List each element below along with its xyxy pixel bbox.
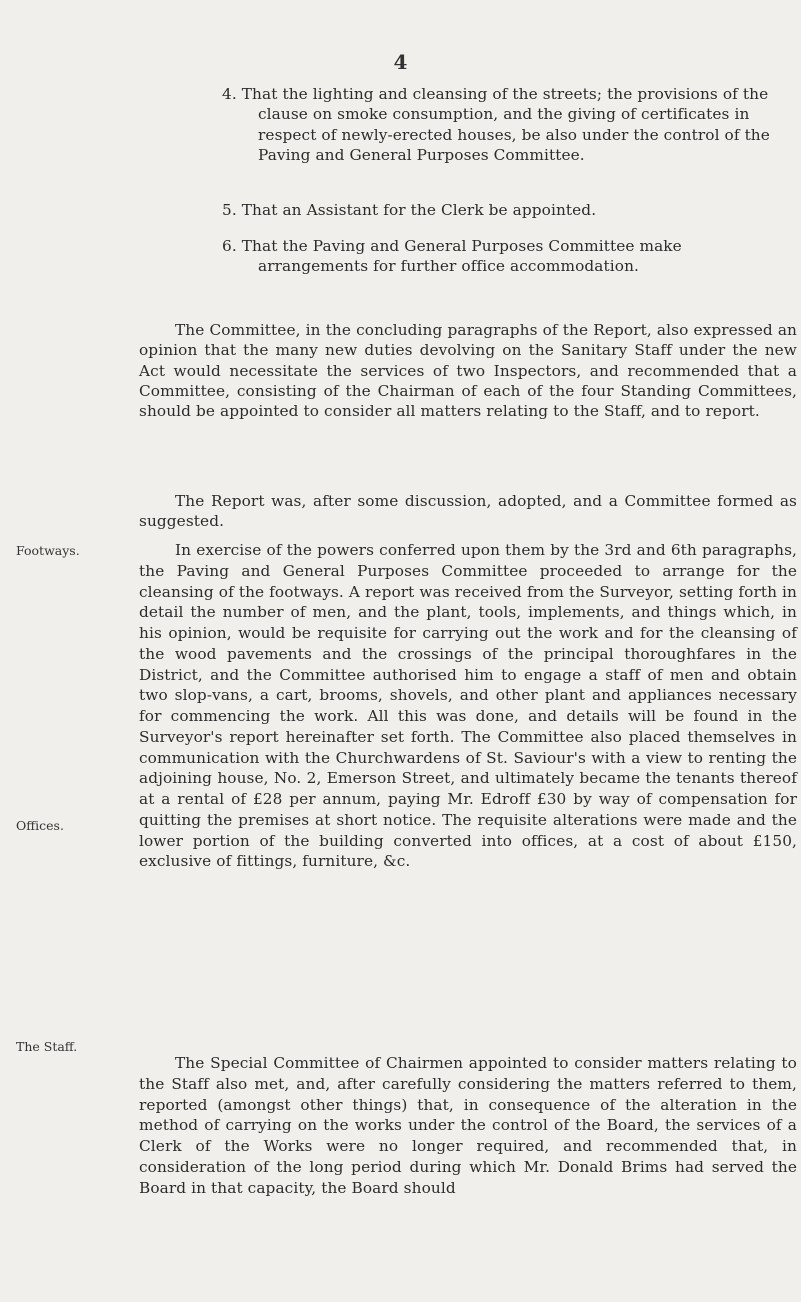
margin-note-footways: Footways.	[16, 543, 80, 558]
paragraph-staff: The Special Committee of Chairmen appointed to consider matters relating to the Staff also met, and, after carefully considering the matters referred to them, reported (amongst other things) that, in consequence of the alteration in the method of carrying on the works under the control of the Board, the services of a Clerk of the Works were no longer required, and recommended that, in consideration of the long period during which Mr. Donald Brims had served the Board in that capacity, the Board should	[139, 1054, 797, 1197]
paragraph-report-adopted: The Report was, after some discussion, adopted, and a Committee formed as suggested.	[139, 492, 797, 531]
page-number: 4	[393, 50, 408, 74]
list-item-6: 6. That the Paving and General Purposes Committee make arrangements for further office accommodation.	[222, 237, 682, 276]
list-item-4: 4. That the lighting and cleansing of the streets; the provisions of the clause on smoke consumption, and the giving of certificates in respect of newly-erected houses, be also under the control of the Paving and General Purposes Committee.	[222, 85, 770, 164]
margin-note-offices: Offices.	[16, 818, 64, 833]
list-item-5: 5. That an Assistant for the Clerk be appointed.	[222, 201, 597, 219]
margin-note-staff: The Staff.	[16, 1039, 78, 1054]
paragraph-footways-offices: In exercise of the powers conferred upon them by the 3rd and 6th paragraphs, the Paving and General Purposes Committee proceeded to arrange for the cleansing of the footways. A report was received from the Surveyor, setting forth in detail the number of men, and the plant, tools, implements, and things which, in his opinion, would be requisite for carrying out the work and for the cleansing of the wood pavements and the crossings of the principal thoroughfares in the District, and the Committee authorised him to engage a staff of men and obtain two slop-vans, a cart, brooms, shovels, and other plant and appliances necessary for commencing the work. All this was done, and details will be found in the Surveyor's report hereinafter set forth. The Committee also placed themselves in communication with the Churchwardens of St. Saviour's with a view to renting the adjoining house, No. 2, Emerson Street, and ultimately became the tenants thereof at a rental of £28 per annum, paying Mr. Edroff £30 by way of compensation for quitting the premises at short notice. The requisite alterations were made and the lower portion of the building converted into offices, at a cost of about £150, exclusive of fittings, furniture, &c.	[139, 541, 797, 871]
paragraph-staff-opinion: The Committee, in the concluding paragraphs of the Report, also expressed an opinion that the many new duties devolving on the Sanitary Staff under the new Act would necessitate the services of two Inspectors, and recommended that a Committee, consisting of the Chairman of each of the four Standing Committees, should be appointed to consider all matters relating to the Staff, and to report.	[139, 321, 797, 421]
